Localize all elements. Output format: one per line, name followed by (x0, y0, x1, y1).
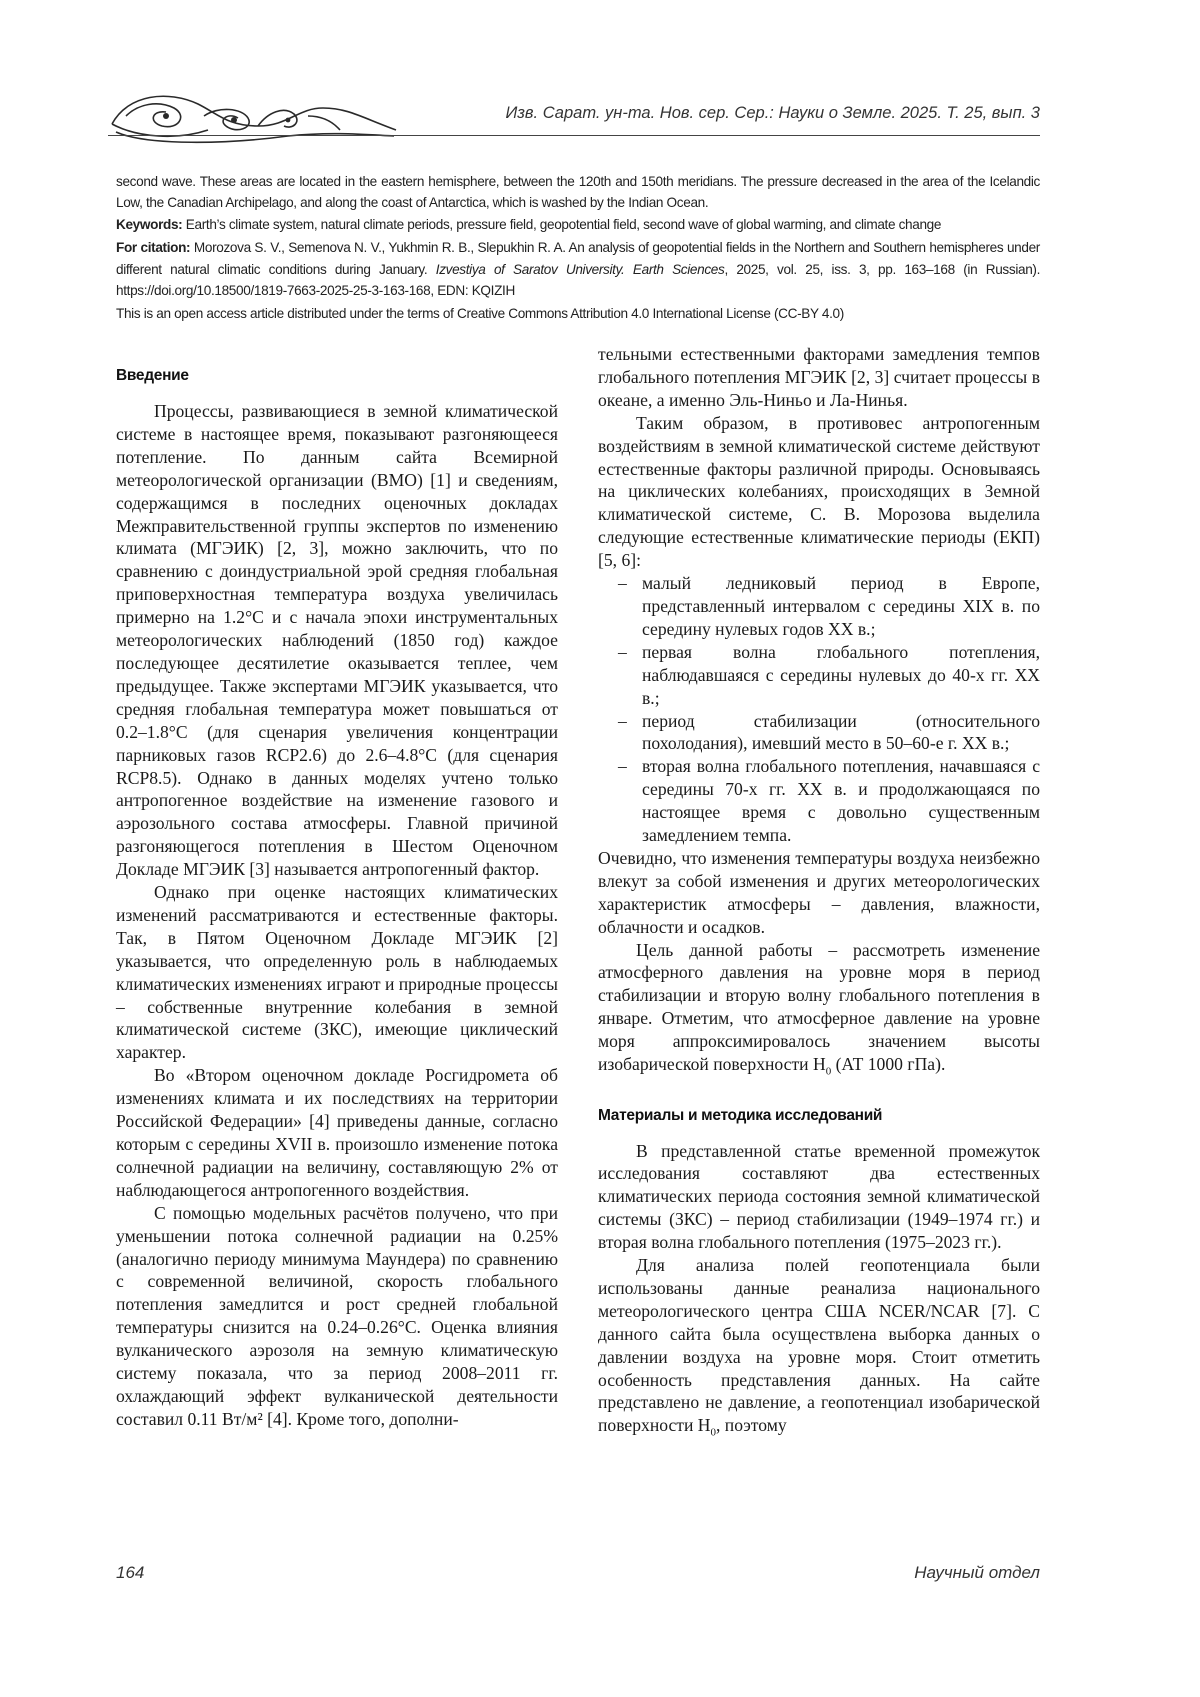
paragraph: Однако при оценке настоящих климатических изменений рассматриваются и естественные факторы. Так, в Пятом Оценочном Докладе МГЭИК [2] указывается, что определенную роль в наблюдаемых климатических изменениях играют и природные процессы – собственные внутренние колебания в земной климатической системе (ЗКС), имеющие циклический характер. (116, 881, 558, 1064)
citation-label: For citation: (116, 240, 190, 255)
list-item: – первая волна глобального потепления, наблюдавшаяся с середины нулевых до 40-х гг. XX в.; (618, 641, 1040, 710)
keywords-label: Keywords: (116, 217, 182, 232)
paragraph-text: Для анализа полей геопотенциала были использованы данные реанализа национального метеорологического центра США NCER/NCAR [7]. С данного сайта была осуществлена выборка данных о давлении воздуха на уровне моря. Стоит отметить особенность представления данных. На сайте представлено не давление, а геопотенциал изобарической поверхности H (598, 1255, 1040, 1435)
paragraph-text: Цель данной работы – рассмотреть изменение атмосферного давления на уровне моря в период стабилизации и вторую волну глобального потепления в январе. Отметим, что атмосферное давление на уровне моря аппроксимировалось значением высоты изобарической поверхности H (598, 940, 1040, 1075)
paragraph: С помощью модельных расчётов получено, что при уменьшении потока солнечной радиации на 0.25% (аналогично периоду минимума Маундера) по сравнению с современной величиной, скорость глобального потепления замедлится и рост средней глобальной температуры снизится на 0.24–0.26°С. Оценка влияния вулканического аэрозоля на земную климатическую систему показала, что за период 2008–2011 гг. охлаждающий эффект вулканической деятельности составил 0.11 Вт/м² [4]. Кроме того, дополни- (116, 1202, 558, 1431)
abstract-block (116, 171, 1040, 325)
citation-tail: , 2025, vol. 25, iss. 3, pp. 163–168 (in Russian). https://doi.org/10.18500/1819-7663-2025-25-3-163-168, EDN: KQIZIH (116, 262, 1040, 298)
list-item: – вторая волна глобального потепления, начавшаяся с середины 70-х гг. XX в. и продолжающаяся по настоящее время с довольно существенным замедлением темпа. (618, 755, 1040, 847)
section-label: Научный отдел (914, 1563, 1040, 1583)
journal-running-header: Изв. Сарат. ун-та. Нов. сер. Сер.: Науки о Земле. 2025. Т. 25, вып. 3 (505, 104, 1040, 123)
paragraph-tail: , поэтому (716, 1415, 787, 1435)
paragraph: Очевидно, что изменения температуры воздуха неизбежно влекут за собой изменения и других метеорологических характеристик атмосферы – давления, влажности, облачности и осадков. (598, 847, 1040, 939)
paragraph-tail: (АТ 1000 гПа). (831, 1054, 945, 1074)
right-column (598, 343, 1040, 1445)
paragraph (598, 939, 1040, 1084)
paragraph: Во «Втором оценочном докладе Росгидромета об изменениях климата и их последствиях на территории Российской Федерации» [4] приведены данные, согласно которым с середины XVII в. произошло изменение потока солнечной радиации на величину, составляющую 2% от наблюдающегося антропогенного воздействия. (116, 1064, 558, 1201)
climate-periods-list (598, 572, 1040, 847)
paragraph: Таким образом, в противовес антропогенным воздействиям в земной климатической системе действуют естественные факторы различной природы. Основываясь на циклических колебаниях, происходящих в Земной климатической системе, С. В. Морозова выделила следующие естественные климатические периоды (ЕКП) [5, 6]: (598, 412, 1040, 572)
subscript: 0 (826, 1066, 832, 1078)
journal-ornament-logo (108, 86, 398, 146)
abstract-ending: second wave. These areas are located in the eastern hemisphere, between the 120th and 150th meridians. The pressure decreased in the area of the Icelandic Low, the Canadian Archipelago, and along the coast of Antarctica, which is washed by the Indian Ocean. (116, 171, 1040, 214)
left-column (116, 366, 558, 1431)
section-heading-introduction: Введение (116, 366, 558, 386)
list-item: – период стабилизации (относительного похолодания), имевший место в 50–60-е г. XX в.; (618, 710, 1040, 756)
keywords-line (116, 214, 1040, 235)
paragraph: тельными естественными факторами замедления темпов глобального потепления МГЭИК [2, 3] считает процессы в океане, а именно Эль-Ниньо и Ла-Нинья. (598, 343, 1040, 412)
subscript: 0 (711, 1427, 717, 1439)
page-number: 164 (116, 1563, 144, 1583)
citation-journal: Izvestiya of Saratov University. Earth Sciences (436, 262, 725, 277)
citation-text: Morozova S. V., Semenova N. V., Yukhmin R. B., Slepukhin R. A. An analysis of geopotential fields in the Northern and Southern hemispheres under different natural climatic conditions during January. (116, 240, 1040, 276)
paragraph: Процессы, развивающиеся в земной климатической системе в настоящее время, показывают разгоняющееся потепление. По данным сайта Всемирной метеорологической организации (ВМО) [1] и сведениям, содержащимся в последних оценочных докладах Межправительственной группы экспертов по изменению климата (МГЭИК) [2, 3], можно заключить, что по сравнению с доиндустриальной эрой средняя глобальная приповерхностная температура воздуха увеличилась примерно на 1.2°С и с начала эпохи инструментальных метеорологических наблюдений (1850 год) каждое последующее десятилетие оказывается теплее, чем предыдущее. Также экспертами МГЭИК указывается, что средняя глобальная температура может повышаться от 0.2–1.8°С (для сценария увеличения концентрации парниковых газов RCP2.6) до 2.6–4.8°С (для сценария RCP8.5). Однако в данных моделях учтено только антропогенное воздействие на изменение газового и аэрозольного состава атмосферы. Главной причиной разгоняющегося потепления в Шестом Оценочном Докладе МГЭИК [3] называется антропогенный фактор. (116, 400, 558, 881)
list-item: – малый ледниковый период в Европе, представленный интервалом с середины XIX в. по середину нулевых годов XX в.; (618, 572, 1040, 641)
header-divider (108, 135, 1040, 136)
section-heading-materials: Материалы и методика исследований (598, 1106, 1040, 1126)
keywords-text: Earth’s climate system, natural climate periods, pressure field, geopotential field, second wave of global warming, and climate change (186, 217, 941, 232)
paragraph: В представленной статье временной промежуток исследования составляют два естественных климатических периода состояния земной климатической системы (ЗКС) – период стабилизации (1949–1974 гг.) и вторая волна глобального потепления (1975–2023 гг.). (598, 1140, 1040, 1255)
license-line: This is an open access article distributed under the terms of Creative Commons Attribution 4.0 International License (CC-BY 4.0) (116, 303, 1040, 324)
citation-line (116, 237, 1040, 301)
paragraph (598, 1254, 1040, 1445)
